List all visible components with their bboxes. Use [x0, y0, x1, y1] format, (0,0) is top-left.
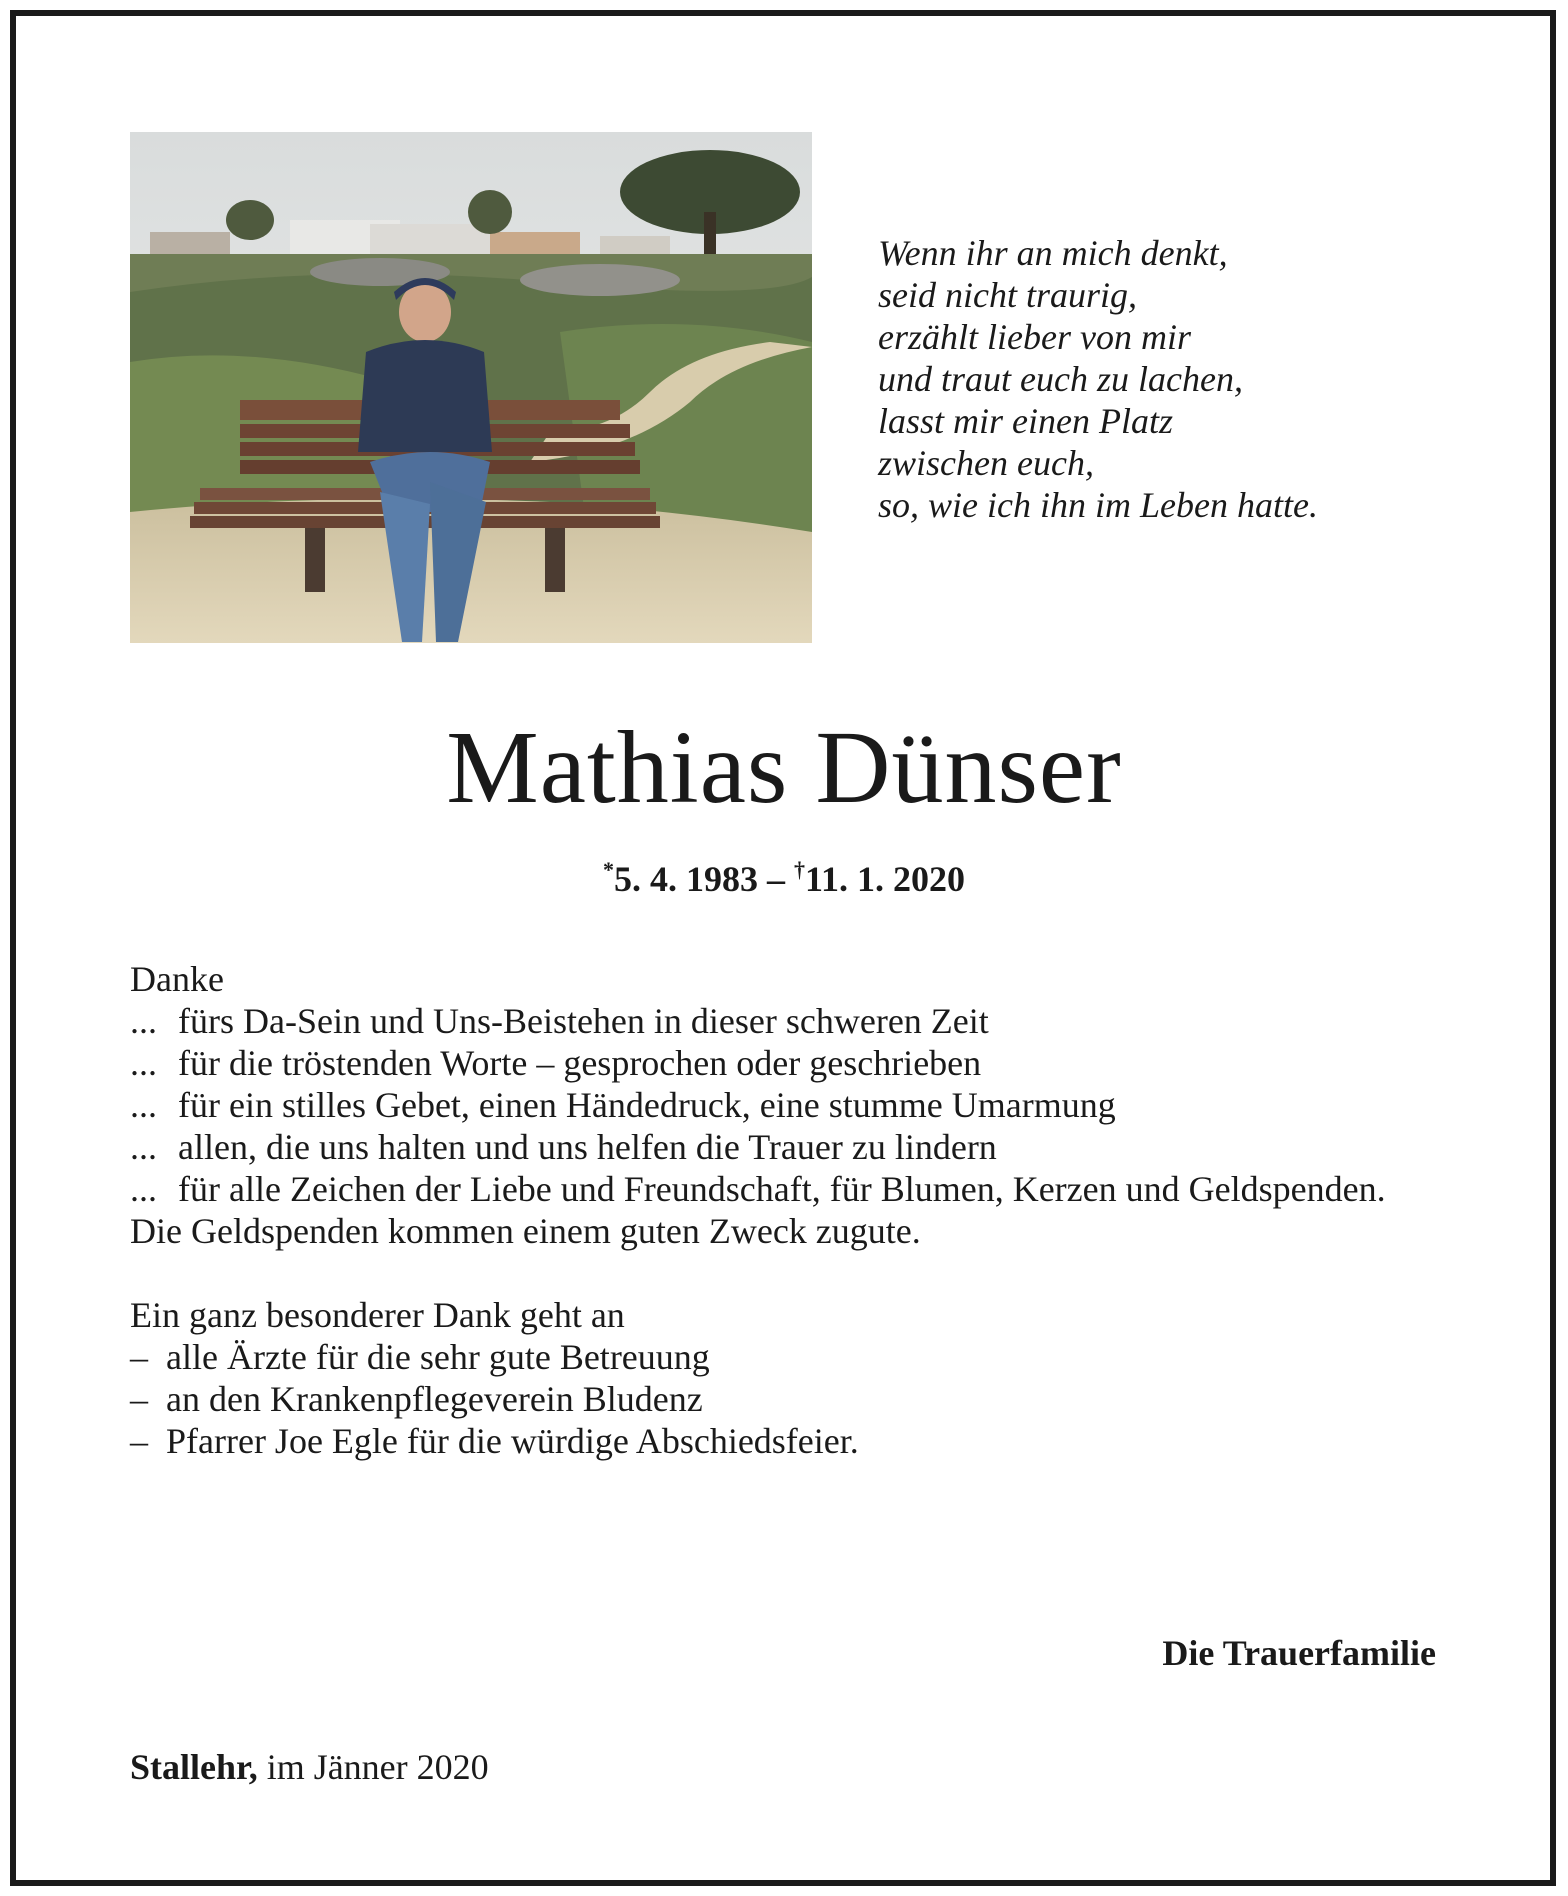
list-item	[130, 1084, 1436, 1126]
poem-line: so, wie ich ihn im Leben hatte.	[878, 485, 1318, 525]
list-item-text: für alle Zeichen der Liebe und Freundschaft, für Blumen, Kerzen und Geldspenden.	[178, 1169, 1386, 1209]
death-date: 11. 1. 2020	[804, 859, 965, 899]
list-marker: ...	[130, 1169, 157, 1209]
life-dates	[0, 848, 1568, 901]
list-marker: ...	[130, 1001, 157, 1041]
list-item-text: allen, die uns halten und uns helfen die Trauer zu lindern	[178, 1127, 997, 1167]
list-item	[130, 1042, 1436, 1084]
death-symbol: †	[793, 857, 805, 882]
list-marker: –	[130, 1379, 148, 1419]
list-item-text: an den Krankenpflegeverein Bludenz	[166, 1379, 703, 1419]
list-item-text: für ein stilles Gebet, einen Händedruck, eine stumme Umarmung	[178, 1085, 1116, 1125]
poem-line: lasst mir einen Platz	[878, 401, 1173, 441]
list-marker: ...	[130, 1127, 157, 1167]
list-item-text: alle Ärzte für die sehr gute Betreuung	[166, 1337, 710, 1377]
donation-note: Die Geldspenden kommen einem guten Zweck zugute.	[130, 1211, 921, 1251]
signature: Die Trauerfamilie	[1162, 1633, 1436, 1673]
place-town: Stallehr,	[130, 1747, 258, 1787]
portrait-photo	[130, 132, 812, 643]
list-item-text: Pfarrer Joe Egle für die würdige Abschiedsfeier.	[166, 1421, 859, 1461]
poem	[878, 232, 1318, 526]
list-item	[130, 1336, 1436, 1378]
list-item	[130, 1168, 1436, 1210]
special-thanks-intro: Ein ganz besonderer Dank geht an	[130, 1295, 625, 1335]
list-marker: ...	[130, 1043, 157, 1083]
birth-date: 5. 4. 1983	[613, 859, 758, 899]
list-marker: ...	[130, 1085, 157, 1125]
thanks-intro: Danke	[130, 959, 224, 999]
list-item-text: für die tröstenden Worte – gesprochen oder geschrieben	[178, 1043, 982, 1083]
place-date-text: im Jänner 2020	[257, 1747, 489, 1787]
poem-line: erzählt lieber von mir	[878, 317, 1191, 357]
birth-symbol: *	[602, 857, 614, 882]
poem-line: seid nicht traurig,	[878, 275, 1137, 315]
poem-line: und traut euch zu lachen,	[878, 359, 1243, 399]
list-marker: –	[130, 1421, 148, 1461]
poem-line: zwischen euch,	[878, 443, 1094, 483]
list-item	[130, 1420, 1436, 1462]
list-marker: –	[130, 1337, 148, 1377]
date-separator: –	[757, 859, 794, 899]
place-date	[130, 1746, 489, 1788]
list-item	[130, 1378, 1436, 1420]
spacer	[130, 1252, 1436, 1294]
poem-line: Wenn ihr an mich denkt,	[878, 233, 1228, 273]
list-item	[130, 1126, 1436, 1168]
list-item	[130, 1000, 1436, 1042]
deceased-name: Mathias Dünser	[446, 710, 1122, 825]
list-item-text: fürs Da-Sein und Uns-Beistehen in dieser schweren Zeit	[178, 1001, 989, 1041]
thank-you-text	[130, 958, 1436, 1462]
